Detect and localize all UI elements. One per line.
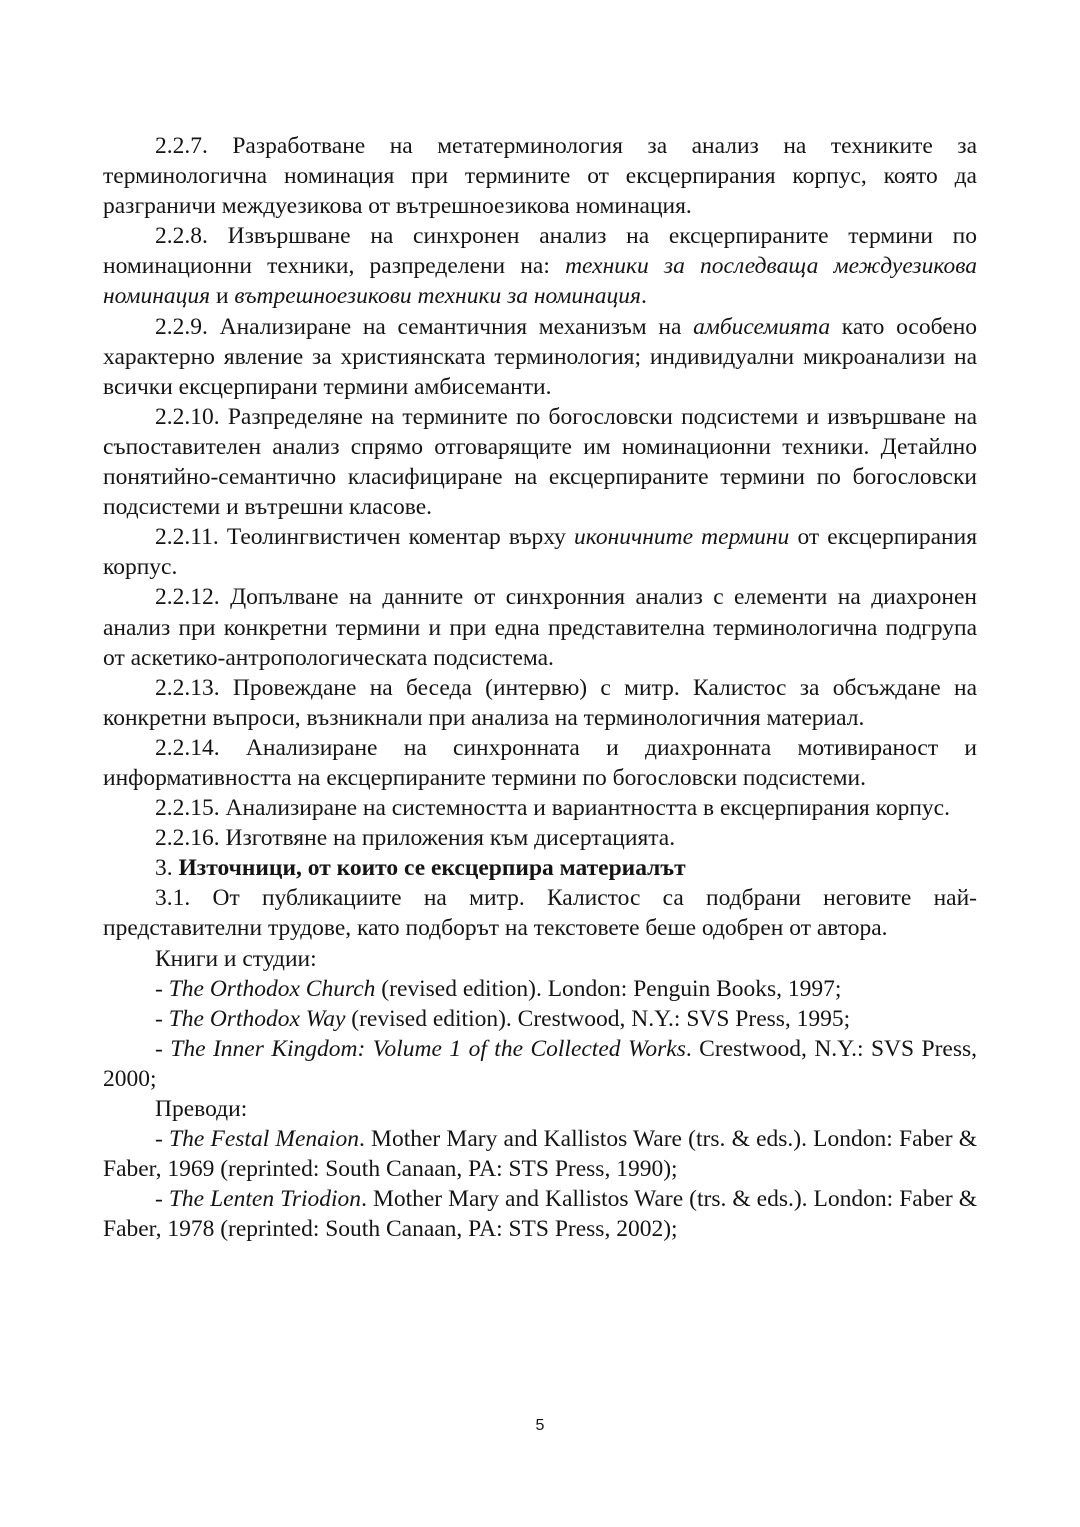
item-number: 2.2.14. <box>155 734 220 761</box>
paragraph-2-2-9 <box>103 312 977 402</box>
paragraph-text: Изготвяне на приложения към дисертацията. <box>225 825 676 852</box>
paragraph-text: Разпределяне на термините по богословски подсистеми и извършване на съпоставителен анализ спрямо отговарящите им номинационни техники. Детайлно понятийно-семантично класифициране на ексцерпираните термини по богословски подсистеми и вътрешни класове. <box>103 403 978 521</box>
paragraph-2-2-16 <box>103 823 977 853</box>
paragraph-2-2-11 <box>103 522 977 582</box>
paragraph-text: Теолингвистичен коментар върху <box>226 524 566 551</box>
italic-term: иконичните термини <box>574 524 790 551</box>
item-number: 2.2.13. <box>155 674 220 701</box>
paragraph-text: Допълване на данните от синхронния анализ с елементи на диахронен анализ при конкретни термини и при една представителна терминологична подгрупа от аскетико-антропологическата подсистема. <box>103 584 978 671</box>
paragraph-2-2-13 <box>103 673 977 733</box>
book-details: . Crestwood, N.Y.: SVS Press, 2000; <box>103 1035 978 1092</box>
book-details: (revised edition). Crestwood, N.Y.: SVS Press, 1995; <box>351 1005 851 1032</box>
document-body <box>103 131 977 1244</box>
item-number: 2.2.11. <box>155 524 219 551</box>
item-number: 2.2.7. <box>155 133 208 159</box>
translation-entry: - The Lenten Triodion. Mother Mary and Kallistos Ware (trs. & eds.). London: Faber & Faber, 1978 (reprinted: South Canaan, PA: STS Press, 2002); <box>103 1186 978 1243</box>
translation-title: The Lenten Triodion <box>168 1186 362 1213</box>
paragraph-text: и <box>215 283 229 310</box>
item-number: 2.2.10. <box>155 403 220 430</box>
paragraph-text: От публикациите на митр. Калистос са подбрани неговите най-представителни трудове, като подборът на текстовете беше одобрен от автора. <box>103 885 977 942</box>
book-entry: - The Orthodox Church (revised edition). London: Penguin Books, 1997; <box>155 975 842 1002</box>
paragraph-text: като особено характерно явление за християнската терминология; индивидуални микроанализи на всички ексцерпирани термини амбисеманти. <box>103 313 978 400</box>
paragraph-text: Анализиране на семантичния механизъм на <box>219 313 682 340</box>
italic-term: вътрешноезикови техники за номинация <box>234 283 641 310</box>
item-number: 3.1. <box>155 885 191 912</box>
paragraph-2-2-12 <box>103 582 977 672</box>
paragraph-text: . <box>640 283 647 310</box>
paragraph-text: Провеждане на беседа (интервю) с митр. Калистос за обсъждане на конкретни въпроси, възникнали при анализа на терминологичния материал. <box>103 674 977 731</box>
paragraph-text: Извършване на синхронен анализ на ексцерпираните термини по номинационни техники, разпределени на: <box>103 223 977 280</box>
book-entry: - The Orthodox Way (revised edition). Crestwood, N.Y.: SVS Press, 1995; <box>155 1005 851 1032</box>
paragraph-2-2-10 <box>103 402 977 522</box>
book-title: The Orthodox Church <box>168 975 376 1002</box>
book-details: (revised edition). London: Penguin Books, 1997; <box>381 975 842 1002</box>
paragraph-2-2-14 <box>103 733 977 793</box>
section-number: 3. <box>155 855 173 882</box>
books-label: Книги и студии: <box>155 945 317 972</box>
book-entry: - The Inner Kingdom: Volume 1 of the Collected Works. Crestwood, N.Y.: SVS Press, 2000; <box>103 1035 978 1092</box>
translation-title: The Festal Menaion <box>169 1126 359 1153</box>
item-number: 2.2.16. <box>155 825 220 852</box>
item-number: 2.2.15. <box>155 795 220 822</box>
italic-term: техники за последваща междуезикова номинация <box>103 253 977 310</box>
paragraph-text: Анализиране на синхронната и диахронната мотивираност и информативността на ексцерпираните термини по богословски подсистеми. <box>103 734 977 791</box>
item-number: 2.2.8. <box>155 223 208 250</box>
paragraph-text: Анализиране на системността и вариантността в ексцерпирания корпус. <box>225 795 950 822</box>
paragraph-2-2-15 <box>103 793 977 823</box>
section-title: Източници, от които се ексцерпира материалът <box>178 855 686 882</box>
section-heading <box>103 853 977 883</box>
paragraph-2-2-8 <box>103 221 977 311</box>
book-title: The Inner Kingdom: Volume 1 of the Collected Works <box>170 1035 686 1062</box>
item-number: 2.2.9. <box>155 313 208 340</box>
item-number: 2.2.12. <box>155 584 220 611</box>
translations-label: Преводи: <box>155 1096 248 1122</box>
translation-details: . Mother Mary and Kallistos Ware (trs. & eds.). London: Faber & Faber, 1969 (reprinted: South Canaan, PA: STS Press, 1990); <box>103 1126 977 1183</box>
paragraph-text: от ексцерпирания корпус. <box>103 524 978 581</box>
translation-entry: - The Festal Menaion. Mother Mary and Kallistos Ware (trs. & eds.). London: Faber & Faber, 1969 (reprinted: South Canaan, PA: STS Press, 1990); <box>103 1126 977 1183</box>
book-title: The Orthodox Way <box>168 1005 346 1032</box>
paragraph-text: Разработване на метатерминология за анализ на техниките за терминологична номинация при термините от ексцерпирания корпус, която да разграничи междуезикова от вътрешноезикова номинация. <box>103 133 977 220</box>
italic-term: амбисемията <box>693 313 831 340</box>
translation-details: . Mother Mary and Kallistos Ware (trs. & eds.). London: Faber & Faber, 1978 (reprinted: South Canaan, PA: STS Press, 2002); <box>103 1186 978 1243</box>
page-number: 5 <box>535 1417 545 1434</box>
paragraph-3-1 <box>103 883 977 943</box>
paragraph-2-2-7 <box>103 131 977 221</box>
